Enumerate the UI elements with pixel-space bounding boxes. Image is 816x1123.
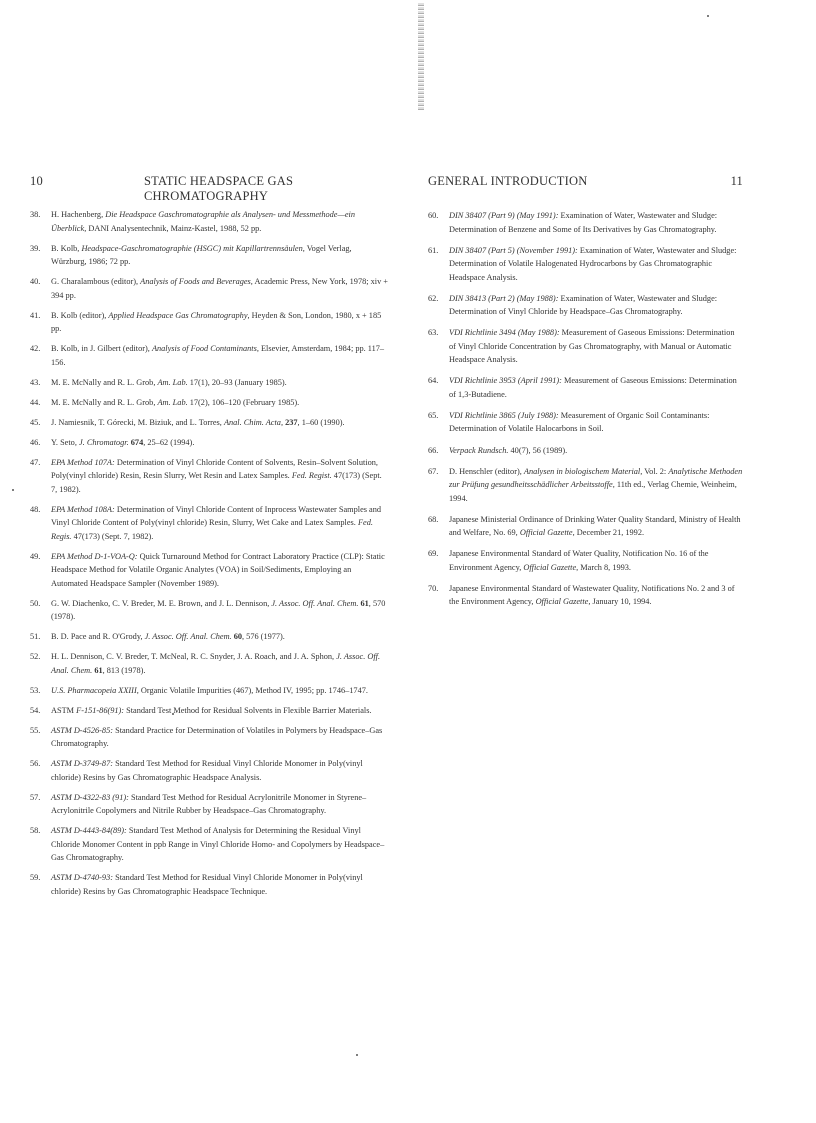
reference-item xyxy=(428,513,743,540)
reference-text: Measurement of Gaseous Emissions: Determination of 1,3-Butadiene. xyxy=(449,376,737,399)
reference-text: Die Headspace Gaschromatographie als Analysen- und Messmethode—ein Überblick xyxy=(51,210,356,233)
reference-text: 47(173) (Sept. 7, 1982). xyxy=(51,471,382,494)
reference-text: Official Gazette xyxy=(535,597,589,607)
reference-text: VDI Richtlinie 3865 (July 1988): xyxy=(449,410,559,420)
reference-text: Japanese Ministerial Ordinance of Drinking Water Quality Standard, Ministry of Health and Welfare, No. 69, xyxy=(449,514,741,538)
reference-text: B. Kolb, xyxy=(51,243,82,253)
reference-number: 42. xyxy=(30,344,41,353)
reference-text: J. Chromatogr. xyxy=(78,437,129,447)
reference-number: 40. xyxy=(30,277,41,286)
reference-number: 69. xyxy=(428,549,439,559)
reference-text: M. E. McNally and R. L. Grob, xyxy=(51,377,158,387)
reference-number: 66. xyxy=(428,445,439,455)
reference-text: , Academic Press, New York, 1978; xiv + 394 pp. xyxy=(51,277,388,300)
reference-text: Determination of Vinyl Chloride Content of Solvents, Resin–Solvent Solution, Poly(vinyl chloride) Resin, Resin Slurry, Wet Resin and Latex Samples. xyxy=(51,457,378,480)
reference-number: 67. xyxy=(428,466,439,476)
scan-speck xyxy=(707,15,709,17)
reference-text: DIN 38413 (Part 2) (May 1988): xyxy=(449,293,559,303)
reference-number: 44. xyxy=(30,397,41,407)
reference-text: ASTM D-4526-85: xyxy=(51,725,113,735)
reference-item xyxy=(30,871,388,898)
reference-text: Standard Test Method for Residual Vinyl Chloride Monomer in Poly(vinyl chloride) Resins by Gas Chromatographic Headspace Technique. xyxy=(51,873,363,896)
reference-text: U.S. Pharmacopeia XXIII xyxy=(51,685,137,695)
reference-text: B. Kolb (editor), xyxy=(51,310,109,320)
reference-item xyxy=(428,374,743,401)
running-head: STATIC HEADSPACE GAS CHROMATOGRAPHY xyxy=(144,174,294,203)
reference-text: Standard Test Method for Residual Vinyl Chloride Monomer in Poly(vinyl chloride) Resins by Gas Chromatographic Headspace Analysis. xyxy=(51,759,363,782)
reference-number: 65. xyxy=(428,410,439,420)
reference-text: VDI Richtlinie 3494 (May 1988): xyxy=(449,328,560,338)
reference-number: 61. xyxy=(428,245,439,255)
reference-text: 61 xyxy=(358,598,369,608)
reference-text: EPA Method 107A: xyxy=(51,457,115,467)
reference-text: , Elsevier, Amsterdam, 1984; pp. 117–156. xyxy=(51,344,385,367)
reference-item xyxy=(30,824,388,865)
reference-text: Standard Test Method of Analysis for Determining the Residual Vinyl Chloride Monomer Content in ppb Range in Vinyl Chloride Homo- and Copolymers by Headspace–Gas Chromatography. xyxy=(51,826,385,862)
reference-text: Applied Headspace Gas Chromatography xyxy=(108,310,248,320)
reference-number: 64. xyxy=(428,376,439,386)
reference-text: Quick Turnaround Method for Contract Laboratory Practice (CLP): Static Headspace Method for Volatile Organic Analytes (VOA) in Soil/Sediments, Employing an Automated Headspace Sampler (November 1989). xyxy=(51,551,385,588)
reference-text: Official Gazette xyxy=(519,528,573,538)
reference-text: Measurement of Organic Soil Contaminants: Determination of Volatile Halocarbons in Soil. xyxy=(449,410,710,434)
reference-item xyxy=(30,242,388,269)
reference-item xyxy=(30,757,388,784)
reference-text: , 1–60 (1990). xyxy=(297,417,345,427)
reference-text: J. Namiesnik, T. Górecki, M. Biziuk, and L. Torres, xyxy=(51,417,224,427)
reference-text: ASTM D-4322-83 (91): xyxy=(51,792,129,802)
reference-item xyxy=(428,326,743,367)
reference-text: J. Assoc. Off. Anal. Chem. xyxy=(144,632,232,641)
reference-text: DIN 38407 (Part 9) (May 1991): xyxy=(449,211,559,220)
reference-number: 59. xyxy=(30,873,41,882)
reference-text: Determination of Vinyl Chloride Content of Inprocess Wastewater Samples and Vinyl Chloride Content of Poly(vinyl chloride) Resin, Slurry, Wet Cake and Latex Samples. xyxy=(51,504,382,527)
reference-text: H. Hachenberg, xyxy=(51,210,106,219)
reference-text: Examination of Water, Wastewater and Sludge: Determination of Vinyl Chloride by Headspace–Gas Chromatography. xyxy=(449,293,718,317)
reference-item xyxy=(30,630,388,644)
reference-item xyxy=(30,791,388,818)
reference-text: 47(173) (Sept. 7, 1982). xyxy=(71,531,154,541)
reference-text: , 570 (1978). xyxy=(51,598,386,621)
reference-text: M. E. McNally and R. L. Grob, xyxy=(51,397,158,407)
reference-item xyxy=(30,704,388,718)
reference-text: , January 10, 1994. xyxy=(588,597,652,607)
reference-item xyxy=(428,547,743,574)
reference-number: 51. xyxy=(30,632,41,641)
reference-text: ASTM D-3749-87: xyxy=(51,759,113,768)
reference-number: 38. xyxy=(30,210,41,219)
binding-gutter xyxy=(418,2,424,110)
reference-text: Anal. Chim. Acta, xyxy=(223,417,284,427)
reference-text: F-151-86(91): xyxy=(76,705,125,715)
reference-text: 17(2), 106–120 (February 1985). xyxy=(187,397,300,407)
reference-text: , March 8, 1993. xyxy=(576,562,631,572)
reference-text: Analysis of Foods and Beverages xyxy=(140,277,251,286)
reference-item xyxy=(30,724,388,751)
reference-item xyxy=(30,650,388,677)
reference-text: D. Henschler (editor), xyxy=(449,466,524,476)
reference-text: , Organic Volatile Impurities (467), Method IV, 1995; pp. 1746–1747. xyxy=(136,685,368,695)
reference-item xyxy=(30,456,388,497)
reference-number: 55. xyxy=(30,725,41,735)
reference-item xyxy=(30,342,388,369)
reference-text: ASTM D-4443-84(89): xyxy=(51,826,127,835)
reference-text: Standard Practice for Determination of Volatiles in Polymers by Headspace–Gas Chromatography. xyxy=(51,725,383,748)
reference-number: 45. xyxy=(30,417,41,427)
reference-text: Headspace-Gaschromatographie (HSGC) mit Kapillartrennsäulen xyxy=(81,243,303,253)
reference-list xyxy=(428,209,743,617)
reference-item xyxy=(30,503,388,544)
reference-item xyxy=(428,209,743,236)
reference-text: EPA Method D-1-VOA-Q: xyxy=(51,551,138,561)
reference-number: 48. xyxy=(30,504,41,514)
reference-item xyxy=(428,444,743,458)
reference-text: Analytische Methoden zur Prüfung gesundheitsschädlicher Arbeitsstoffe xyxy=(449,466,743,490)
scan-speck xyxy=(356,1054,358,1056)
reference-text: Standard Test Method for Residual Solvents in Flexible Barrier Materials. xyxy=(124,705,372,715)
reference-number: 47. xyxy=(30,457,41,467)
reference-item xyxy=(30,208,388,235)
reference-text: EPA Method 108A: xyxy=(51,504,115,514)
running-head: GENERAL INTRODUCTION xyxy=(428,174,588,188)
reference-text: Verpack Rundsch. xyxy=(449,445,509,455)
reference-item xyxy=(428,244,743,285)
reference-text: Examination of Water, Wastewater and Sludge: Determination of Benzene and Some of Its Derivatives by Gas Chromatography. xyxy=(449,211,718,234)
reference-item xyxy=(428,582,743,609)
reference-item xyxy=(428,409,743,436)
reference-text: , Vogel Verlag, Würzburg, 1986; 72 pp. xyxy=(51,243,352,266)
reference-item xyxy=(30,376,388,390)
page-number: 10 xyxy=(30,174,43,188)
reference-number: 56. xyxy=(30,759,41,768)
reference-number: 52. xyxy=(30,652,41,661)
reference-text: , 813 (1978). xyxy=(102,665,146,675)
reference-number: 49. xyxy=(30,551,41,561)
reference-number: 39. xyxy=(30,243,41,253)
reference-text: , 576 (1977). xyxy=(242,632,285,641)
reference-text: Official Gazette xyxy=(523,562,577,572)
reference-text: J. Assoc. Off. Anal. Chem. xyxy=(271,598,359,608)
reference-number: 54. xyxy=(30,705,41,715)
reference-number: 46. xyxy=(30,437,41,447)
reference-item xyxy=(428,292,743,319)
reference-list xyxy=(30,208,388,905)
reference-number: 41. xyxy=(30,310,41,320)
reference-item xyxy=(30,597,388,624)
scan-speck xyxy=(12,489,14,491)
reference-text: J. Assoc. Off. Anal. Chem. xyxy=(51,652,381,675)
reference-number: 57. xyxy=(30,792,41,802)
reference-number: 50. xyxy=(30,598,41,608)
reference-text: ASTM D-4740-93: xyxy=(51,873,113,882)
reference-number: 62. xyxy=(428,293,439,303)
reference-text: Analysen in biologischem Material xyxy=(523,466,641,476)
reference-item xyxy=(30,416,388,430)
reference-text: , 11th ed., Verlag Chemie, Weinheim, 1994. xyxy=(449,480,737,503)
reference-text: Fed. Regist. xyxy=(291,471,332,480)
reference-text: Analysis of Food Contaminants xyxy=(151,344,257,353)
reference-text: Fed. Regis. xyxy=(51,518,373,541)
page-number: 11 xyxy=(730,174,743,188)
reference-text: 17(1), 20–93 (January 1985). xyxy=(187,377,287,387)
reference-number: 43. xyxy=(30,377,41,387)
reference-number: 70. xyxy=(428,583,439,593)
reference-number: 58. xyxy=(30,826,41,835)
reference-text: , 25–62 (1994). xyxy=(143,437,195,447)
reference-text: B. Kolb, in J. Gilbert (editor), xyxy=(51,344,152,353)
reference-item xyxy=(428,465,743,506)
reference-number: 60. xyxy=(428,211,439,220)
reference-number: 63. xyxy=(428,328,439,338)
reference-text: Am. Lab. xyxy=(157,377,188,387)
reference-number: 53. xyxy=(30,685,41,695)
reference-number: 68. xyxy=(428,514,439,524)
reference-text: , DANI Analysentechnik, Mainz-Kastel, 1988, 52 pp. xyxy=(84,223,262,233)
reference-text: Measurement of Gaseous Emissions: Determination of Vinyl Chloride Concentration by Gas Chromatography, with Manual or Automatic Headspace Analysis. xyxy=(449,328,735,365)
reference-text: Standard Test Method for Residual Acrylonitrile Monomer in Styrene–Acrylonitrile Copolymers and Nitrile Rubber by Headspace–Gas Chromatography. xyxy=(51,792,367,815)
reference-item xyxy=(30,550,388,591)
reference-text: , December 21, 1992. xyxy=(572,528,645,538)
reference-text: B. D. Pace and R. O'Grody, xyxy=(51,632,145,641)
reference-item xyxy=(30,684,388,698)
reference-text: 61 xyxy=(92,665,103,675)
reference-text: Japanese Environmental Standard of Wastewater Quality, Notifications No. 2 and 3 of the Environment Agency, xyxy=(449,583,735,607)
reference-text: H. L. Dennison, C. V. Breder, T. McNeal, R. C. Snyder, J. A. Roach, and J. A. Sphon, xyxy=(51,652,337,661)
reference-text: 40(7), 56 (1989). xyxy=(508,445,568,455)
reference-text: Japanese Environmental Standard of Water Quality, Notification No. 16 of the Environment Agency, xyxy=(449,549,709,572)
reference-text: Examination of Water, Wastewater and Sludge: Determination of Volatile Halogenated Hydrocarbons by Gas Chromatographic Headspace Analysis. xyxy=(449,245,737,282)
reference-item xyxy=(30,396,388,410)
reference-text: 674 xyxy=(128,437,144,447)
reference-text: Y. Seto, xyxy=(51,437,79,447)
reference-text: DIN 38407 (Part 5) (November 1991): xyxy=(449,245,578,255)
reference-item xyxy=(30,309,388,336)
reference-item xyxy=(30,275,388,302)
reference-text: 237 xyxy=(283,417,298,427)
reference-text: , Heyden & Son, London, 1980, x + 185 pp. xyxy=(51,310,382,333)
reference-text: G. W. Diachenko, C. V. Breder, M. E. Brown, and J. L. Dennison, xyxy=(51,598,272,608)
reference-text: G. Charalambous (editor), xyxy=(51,277,141,286)
reference-text: Am. Lab. xyxy=(157,397,188,407)
reference-item xyxy=(30,436,388,450)
reference-text: 60 xyxy=(231,632,243,641)
reference-text: , Vol. 2: xyxy=(640,466,669,476)
reference-text: ASTM xyxy=(51,705,77,715)
reference-text: VDI Richtlinie 3953 (April 1991): xyxy=(449,376,562,386)
